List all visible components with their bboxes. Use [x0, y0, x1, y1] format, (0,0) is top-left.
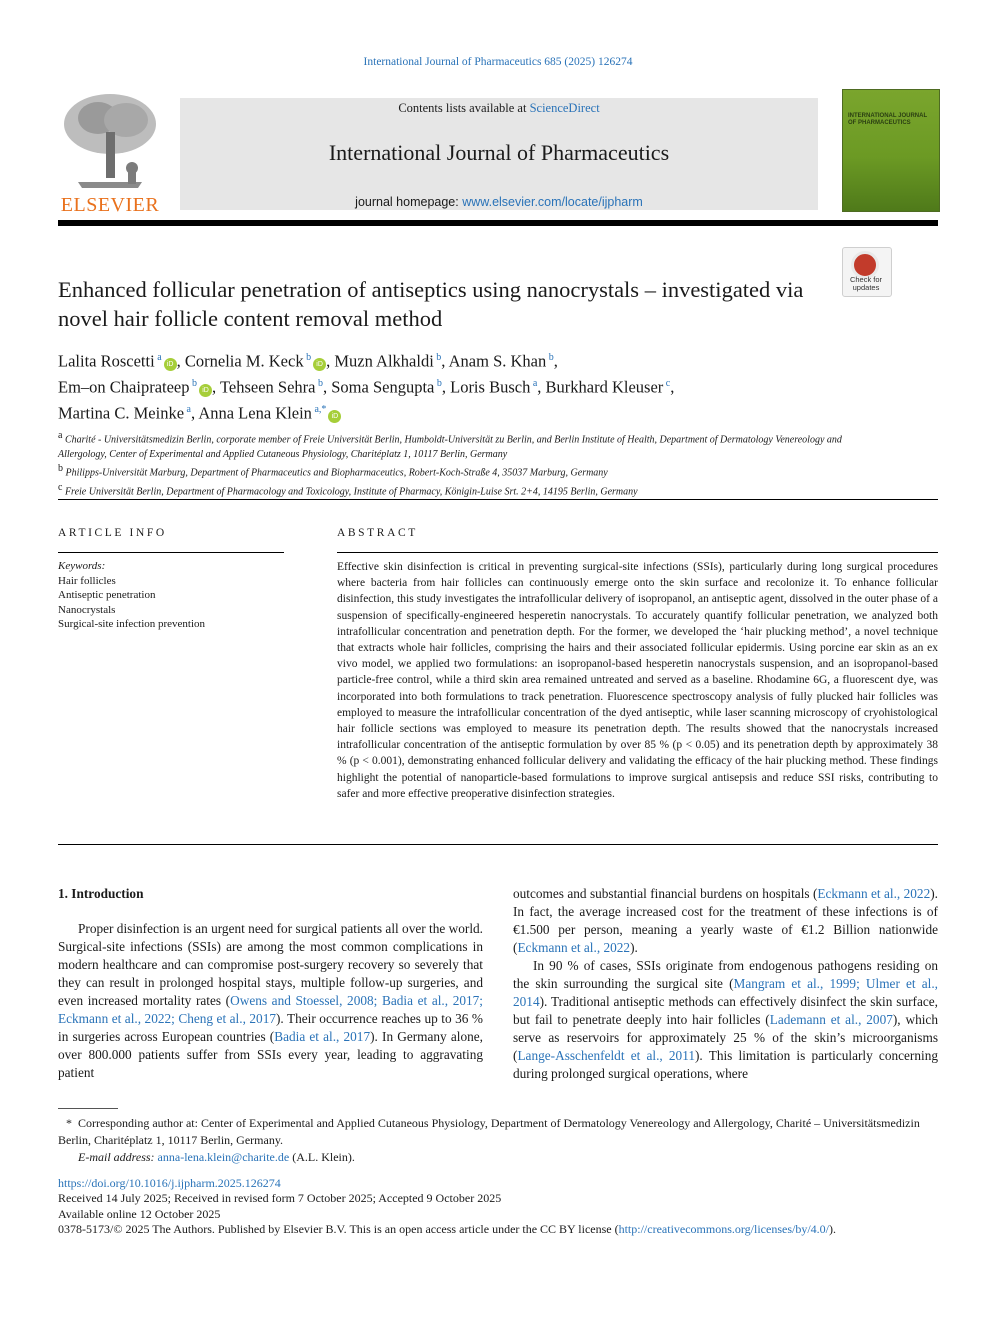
citation-link[interactable]: Badia et al., 2017	[274, 1029, 371, 1044]
abstract-heading: ABSTRACT	[337, 527, 418, 539]
paragraph: outcomes and substantial financial burdens on hospitals (Eckmann et al., 2022). In fact, the average increased cost for the treatment of these infections is of €1.500 per person, meaning a yearly waste of €1.2 Billion nationwide (Eckmann et al., 2022).	[513, 886, 938, 955]
article-info-heading: ARTICLE INFO	[58, 527, 167, 539]
sciencedirect-link[interactable]: ScienceDirect	[529, 101, 600, 115]
keywords-block	[58, 559, 288, 632]
homepage-link[interactable]: www.elsevier.com/locate/ijpharm	[462, 195, 643, 209]
orcid-icon[interactable]: iD	[199, 384, 212, 397]
citation-link[interactable]: Eckmann et al., 2022	[517, 940, 631, 955]
divider	[58, 844, 938, 845]
affiliation-marker[interactable]: b	[315, 378, 323, 389]
keyword: Nanocrystals	[58, 603, 116, 616]
affiliation: $^c$ Freie Universität Berlin, Department of Pharmacology and Toxicology, Institute of Pharmacy, Königin-Luise Srt. 2+4, 14195 Berlin, Germany	[58, 482, 638, 498]
corresponding-author-footnote: * Corresponding author at: Center of Experimental and Applied Cutaneous Physiology, Department of Dermatology Venereology and Allergology, Charité – Universitätsmedizin Berlin, Charitéplatz 1, 10117 Berlin, Germany. E-mail address: anna-lena.klein@charite.de (A.L. Klein).	[58, 1116, 920, 1164]
author-name[interactable]: Burkhard Kleuser	[545, 377, 664, 397]
article-title: Enhanced follicular penetration of antiseptics using nanocrystals – investigated via novel hair follicle content removal method	[58, 277, 804, 331]
section-heading: 1. Introduction	[58, 886, 144, 901]
citation-link[interactable]: Lademann et al., 2007	[769, 1012, 893, 1027]
homepage-line: journal homepage: www.elsevier.com/locate/ijpharm	[355, 195, 643, 209]
author-name[interactable]: Tehseen Sehra	[219, 377, 316, 397]
abstract-text: Effective skin disinfection is critical in preventing surgical-site infections (SSIs), particularly during long surgical procedures where bacteria from hair follicles can continuously emerge onto the skin surface and recolonize it. To enhance follicular disinfection, this study investigates the intrafollicular delivery of isopropanol, an antiseptic agent, dissolved in the outer phase of a suspension of specifically-engineered hesperetin nanocrystals. To accurately quantify follicular penetration, we analyzed both intrafollicular concentration and penetration depth. For the former, we developed the ‘hair plucking method’, a novel technique that extracts whole hair follicles, comprising the hairs and their associated follicular epidermis. Using porcine ear skin as an ex vivo model, we applied two formulations: an isopropanol-based hesperetin nanocrystals suspension, and an isopropanol-based particle-free control, while a third skin area remained untreated and served as a baseline. Rhodamine 6G, a fluorescent dye, was incorporated into both formulations to track penetration. Fluorescence spectroscopy analysis of fully plucked hair follicles was employed to measure the intrafollicular concentration of the dyed antiseptic, while laser scanning microscopy of cryohistological hair follicle sections was employed to measure its penetration depth. The results showed that the nanocrystals increased intrafollicular concentration of the antiseptic formulation by over 85 % (p < 0.05) and its penetration depth by approximately 38 % (p < 0.001), demonstrating enhanced follicular delivery and validating the efficacy of the hair plucking method. These findings highlight the potential of nanoparticle-based formulations to improve surgical antisepsis and reduce SSI risks, contributing to safer and more effective preoperative disinfection strategies.	[337, 561, 938, 800]
header-rule	[58, 220, 938, 226]
citation-link[interactable]: Owens and Stoessel, 2008; Badia et al., 2017; Eckmann et al., 2022; Cheng et al., 2017	[58, 993, 483, 1026]
author-name[interactable]: Anam S. Khan	[448, 351, 547, 371]
journal-cover-title: INTERNATIONAL JOURNAL OF PHARMACEUTICS	[848, 113, 928, 126]
affiliation-marker[interactable]: c	[663, 378, 671, 389]
author-name[interactable]: Lalita Roscetti	[58, 351, 155, 371]
divider	[337, 552, 938, 553]
keyword: Surgical-site infection prevention	[58, 618, 206, 630]
elsevier-tree-logo	[58, 92, 162, 192]
divider	[58, 499, 938, 500]
running-head[interactable]: International Journal of Pharmaceutics 685 (2025) 126274	[363, 56, 633, 68]
footnote-rule	[58, 1108, 118, 1109]
available-online: Available online 12 October 2025	[58, 1206, 221, 1221]
author-name[interactable]: Soma Sengupta	[331, 377, 435, 397]
affiliation-marker[interactable]: a	[184, 404, 191, 415]
keyword: Hair follicles	[58, 574, 116, 587]
journal-cover-image[interactable]	[842, 89, 940, 212]
affiliation: $^b$ Philipps-Universität Marburg, Department of Pharmaceutics and Biopharmaceutics, Robert-Koch-Straße 4, 35037 Marburg, Germany	[58, 463, 608, 479]
citation-link[interactable]: Mangram et al., 1999; Ulmer et al., 2014	[513, 976, 938, 1009]
author-name[interactable]: Cornelia M. Keck	[184, 351, 304, 371]
orcid-icon[interactable]: iD	[164, 358, 177, 371]
paragraph: In 90 % of cases, SSIs originate from endogenous pathogens residing on the skin surrounding the surgical site (Mangram et al., 1999; Ulmer et al., 2014). Traditional antiseptic methods can effectively disinfect the skin surface, but fail to penetrate deeply into hair follicles (Lademann et al., 2007), which serve as reservoirs for approximately 25 % of the skin’s microorganisms (Lange-Asschenfeldt et al., 2011). This limitation is particularly concerning during prolonged surgical operations, where	[513, 958, 938, 1081]
affiliation-marker[interactable]: b	[433, 352, 442, 363]
publisher-logo-text[interactable]: ELSEVIER	[60, 194, 160, 216]
keywords-label: Keywords:	[58, 560, 106, 572]
affiliation-marker[interactable]: b	[189, 378, 198, 389]
citation-link[interactable]: Lange-Asschenfeldt et al., 2011	[517, 1048, 695, 1063]
affiliation-marker[interactable]: b	[434, 378, 442, 389]
check-updates-label: Check for updates	[849, 275, 883, 292]
keyword: Antiseptic penetration	[58, 589, 156, 601]
body-column-right	[513, 885, 938, 1083]
doi-link[interactable]: https://doi.org/10.1016/j.ijpharm.2025.126274	[58, 1176, 281, 1190]
journal-title: International Journal of Pharmaceutics	[328, 140, 670, 165]
affiliation-marker[interactable]: a	[154, 352, 162, 363]
affiliation-marker[interactable]: a,*	[311, 404, 327, 415]
affiliations	[58, 429, 878, 500]
article-metadata	[58, 1176, 958, 1237]
orcid-icon[interactable]: iD	[328, 410, 341, 423]
divider	[58, 552, 284, 553]
author-name[interactable]: Anna Lena Klein	[198, 403, 312, 423]
orcid-icon[interactable]: iD	[313, 358, 326, 371]
received-dates: Received 14 July 2025; Received in revised form 7 October 2025; Accepted 9 October 2025	[58, 1191, 502, 1206]
citation-link[interactable]: Eckmann et al., 2022	[817, 886, 931, 901]
license-link[interactable]: http://creativecommons.org/licenses/by/4.0/	[618, 1221, 829, 1236]
author-name[interactable]: Martina C. Meinke	[58, 403, 185, 423]
affiliation-marker[interactable]: a	[530, 378, 538, 389]
affiliation-marker[interactable]: b	[303, 352, 312, 363]
author-list: Lalita Roscetti $^a$iD , Cornelia M. Keck $^b$iD , Muzn Alkhaldi $^b$, Anam S. Khan $^b$, Em–on Chaiprateep $^b$iD , Tehseen Sehra $^b$, Soma Sengupta $^b$, Loris Busch $^a$, Burkhard Kleuser $^c$, Martina C. Meinke $^a$, Anna Lena Klein $^{a,*}$iD	[58, 351, 675, 423]
email-link[interactable]: anna-lena.klein@charite.de	[157, 1150, 290, 1164]
author-name[interactable]: Muzn Alkhaldi	[334, 351, 434, 371]
affiliation: $^a$ Charité - Universitätsmedizin Berlin, corporate member of Freie Universität Berlin, Humboldt-Universität zu Berlin, and Berlin Institute of Health, Department of Dermatology Venereology and Allergology, Center of Experimental and Applied Cutaneous Physiology, Charitéplatz 1, 10117 Berlin, Germany	[58, 430, 842, 460]
author-name[interactable]: Loris Busch	[450, 377, 531, 397]
affiliation-marker[interactable]: b	[546, 352, 554, 363]
paragraph: Proper disinfection is an urgent need for surgical patients all over the world. Surgical-site infections (SSIs) are among the most common complications in modern healthcare and can compromise post-surgery recovery so severely that they can result in prolonged hospital stays, multiple follow-up surgeries, and even increased mortality rates (Owens and Stoessel, 2008; Badia et al., 2017; Eckmann et al., 2022; Cheng et al., 2017). Their occurrence reaches up to 36 % in surgeries across European countries (Badia et al., 2017). In Germany alone, over 800.000 patients suffer from SSIs every year, leading to aggravating patient	[58, 921, 483, 1080]
contents-line: Contents lists available at ScienceDirect	[398, 101, 600, 115]
body-column-left	[58, 885, 483, 1082]
license-line: 0378-5173/© 2025 The Authors. Published by Elsevier B.V. This is an open access article under the CC BY license (http://creativecommons.org/licenses/by/4.0/).	[58, 1221, 836, 1236]
author-name[interactable]: Em–on Chaiprateep	[58, 377, 190, 397]
